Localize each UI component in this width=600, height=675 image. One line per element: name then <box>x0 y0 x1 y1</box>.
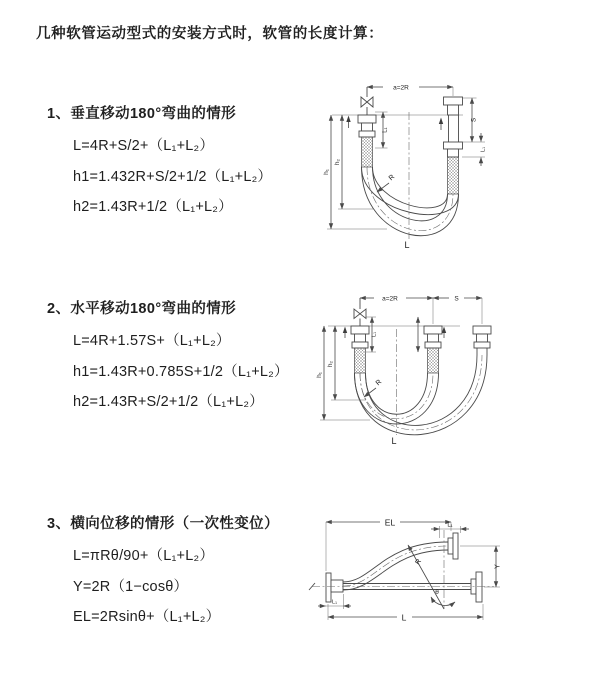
dim-l1-top-label: L₁ <box>447 522 453 529</box>
hose-bend <box>362 167 459 236</box>
dim-l1-bottom-label: L₁ <box>332 599 337 606</box>
formula-line: EL=2Rsinθ+（L₁+L₂） <box>73 609 221 625</box>
section-heading: 3、横向位移的情形（一次性变位） <box>47 516 279 532</box>
length-label: L <box>404 240 410 250</box>
radius-label: R <box>414 558 424 567</box>
dim-l1-right-label: L₁ <box>480 147 487 152</box>
diagram-horizontal-180-bend <box>310 283 600 453</box>
dim-a2r-label: a=2R <box>393 84 409 92</box>
section-heading: 1、垂直移动180°弯曲的情形 <box>47 106 237 122</box>
radius-label: R <box>374 378 384 388</box>
hose-s-curve <box>343 542 448 590</box>
dim-el-label: EL <box>384 517 396 528</box>
formula-line: Y=2R（1−cosθ） <box>73 578 189 595</box>
hose-bend-moved <box>355 355 488 435</box>
valve-icon <box>361 87 373 115</box>
right-hose-braid <box>448 157 459 194</box>
dim-s-label: S <box>470 117 478 123</box>
dim-l1-left <box>375 112 389 148</box>
length-label: L <box>391 436 397 446</box>
formula-list <box>73 326 347 418</box>
dim-h1-label: h₁ <box>323 169 330 175</box>
dim-a2r <box>360 295 433 302</box>
left-hose-braid <box>362 137 373 167</box>
formula-line: L=4R+1.57S+（L₁+L₂） <box>73 333 231 349</box>
left-flange <box>358 115 376 137</box>
dim-l1-right <box>481 133 487 166</box>
formula-line: h2=1.43R+1/2（L₁+L₂） <box>73 199 233 215</box>
diagram-vertical-180-bend <box>315 72 600 257</box>
left-flange <box>351 326 369 348</box>
right-flange <box>473 326 491 348</box>
middle-flange <box>424 326 442 348</box>
dim-l-label: L <box>401 612 407 623</box>
left-hose-braid <box>355 348 366 373</box>
right-pipe <box>449 115 459 142</box>
dim-h1 <box>323 115 387 229</box>
dim-l1-left-label: L₁ <box>382 127 389 133</box>
dim-a2r-label: a=2R <box>382 295 398 303</box>
dim-s <box>433 295 482 324</box>
middle-hose-braid <box>428 348 439 373</box>
right-flange-lower <box>444 142 463 157</box>
dim-a2r <box>367 84 453 96</box>
formula-line: h1=1.43R+0.785S+1/2（L₁+L₂） <box>73 363 289 380</box>
angle-label: θ <box>435 589 439 596</box>
radius-label: R <box>387 173 397 183</box>
dim-y-label: Y <box>494 564 502 569</box>
right-flange-upper <box>444 97 463 115</box>
formula-list <box>73 131 347 223</box>
angle-callout <box>431 589 455 605</box>
dim-l1-top <box>431 523 469 539</box>
dim-s-label: S <box>454 295 459 303</box>
formula-line: h2=1.43R+S/2+1/2（L₁+L₂） <box>73 394 264 410</box>
dim-h2-label: h₂ <box>327 360 334 368</box>
formula-line: L=πRθ/90+（L₁+L₂） <box>73 548 215 564</box>
radius-line <box>408 545 444 609</box>
diagram-lateral-displacement <box>298 502 598 637</box>
upper-flange <box>448 533 458 559</box>
dim-l <box>328 604 483 623</box>
formula-line: L=4R+S/2+（L₁+L₂） <box>73 138 215 154</box>
formula-line: h1=1.432R+S/2+1/2（L₁+L₂） <box>73 168 273 185</box>
left-flange <box>326 573 343 602</box>
right-pipe <box>477 348 487 355</box>
dim-l1-bottom <box>318 594 351 609</box>
section-vertical-bend <box>47 104 347 223</box>
right-flange <box>471 572 482 602</box>
section-horizontal-bend <box>47 299 347 418</box>
dim-h2-label: h₂ <box>334 158 341 166</box>
section-heading: 2、水平移动180°弯曲的情形 <box>47 301 237 317</box>
page-title: 几种软管运动型式的安装方式时，软管的长度计算： <box>36 26 384 42</box>
radius-callout <box>377 174 396 192</box>
valve-icon <box>354 298 366 326</box>
dim-l1 <box>366 317 418 352</box>
dim-l1-label: L₁ <box>371 332 378 337</box>
dim-h1-label: h₁ <box>316 372 323 378</box>
